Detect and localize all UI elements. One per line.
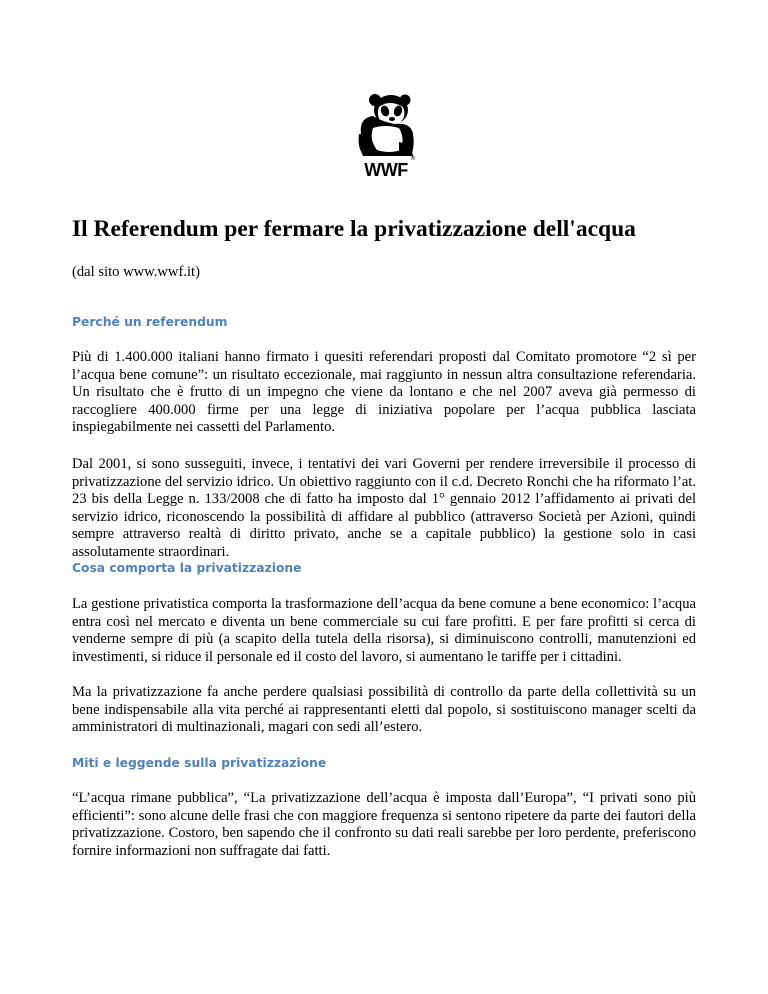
logo-text: WWF bbox=[364, 160, 408, 180]
registered-mark: ® bbox=[410, 155, 416, 160]
paragraph: Ma la privatizzazione fa anche perdere qualsiasi possibilità di controllo da parte della collettività su un bene indispensabile alla vita perché ai rappresentanti eletti dal popolo, si sostituiscono manager scelti da amministratori di multinazionali, magari con sedi all’estero. bbox=[72, 684, 696, 736]
paragraph: Più di 1.400.000 italiani hanno firmato i quesiti referendari proposti dal Comitato promotore “2 sì per l’acqua bene comune”: un risultato eccezionale, mai raggiunto in nessun altra consultazione referendaria. Un risultato che è frutto di un impegno che viene da lontano e che nel 2007 aveva già permesso di raccogliere 400.000 firme per una legge di iniziativa popolare per l’acqua pubblica lasciata inspiegabilmente nei cassetti del Parlamento. bbox=[72, 349, 696, 436]
document-source: (dal sito www.wwf.it) bbox=[72, 264, 200, 280]
section-heading-cosa-comporta: Cosa comporta la privatizzazione bbox=[72, 561, 302, 575]
paragraph: “L’acqua rimane pubblica”, “La privatizzazione dell’acqua è imposta dall’Europa”, “I privati sono più efficienti”: sono alcune delle frasi che con maggiore frequenza si sentono ripetere da parte dei fautori della privatizzazione. Costoro, ben sapendo che il confronto su dati reali sarebbe per loro perdente, preferiscono fornire informazioni non suffragate dai fatti. bbox=[72, 790, 696, 859]
paragraph: La gestione privatistica comporta la trasformazione dell’acqua da bene comune a bene economico: l’acqua entra così nel mercato e diventa un bene commerciale su cui fare profitti. E per fare profitti si cerca di venderne sempre di più (a scapito della tutela della risorsa), si diminuiscono controlli, manutenzioni ed investimenti, si riduce il personale ed il costo del lavoro, si aumentano le tariffe per i cittadini. bbox=[72, 596, 696, 665]
document-title: Il Referendum per fermare la privatizzazione dell'acqua bbox=[72, 216, 636, 242]
paragraph: Dal 2001, si sono susseguiti, invece, i tentativi dei vari Governi per rendere irreversibile il processo di privatizzazione del servizio idrico. Un obiettivo raggiunto con il c.d. Decreto Ronchi che ha riformato l’at. 23 bis della Legge n. 133/2008 che di fatto ha imposto dal 1° gennaio 2012 l’affidamento ai privati del servizio idrico, riconoscendo la possibilità di affidare al pubblico (attraverso Società per Azioni, quindi sempre attraverso realtà di diritto privato, anche se a capitale pubblico) la gestione solo in casi assolutamente straordinari. bbox=[72, 456, 696, 560]
svg-text:®: ® bbox=[361, 149, 367, 156]
panda-icon bbox=[355, 94, 417, 160]
section-heading-perche: Perché un referendum bbox=[72, 315, 228, 329]
wwf-logo bbox=[355, 94, 417, 184]
section-heading-miti: Miti e leggende sulla privatizzazione bbox=[72, 756, 327, 770]
